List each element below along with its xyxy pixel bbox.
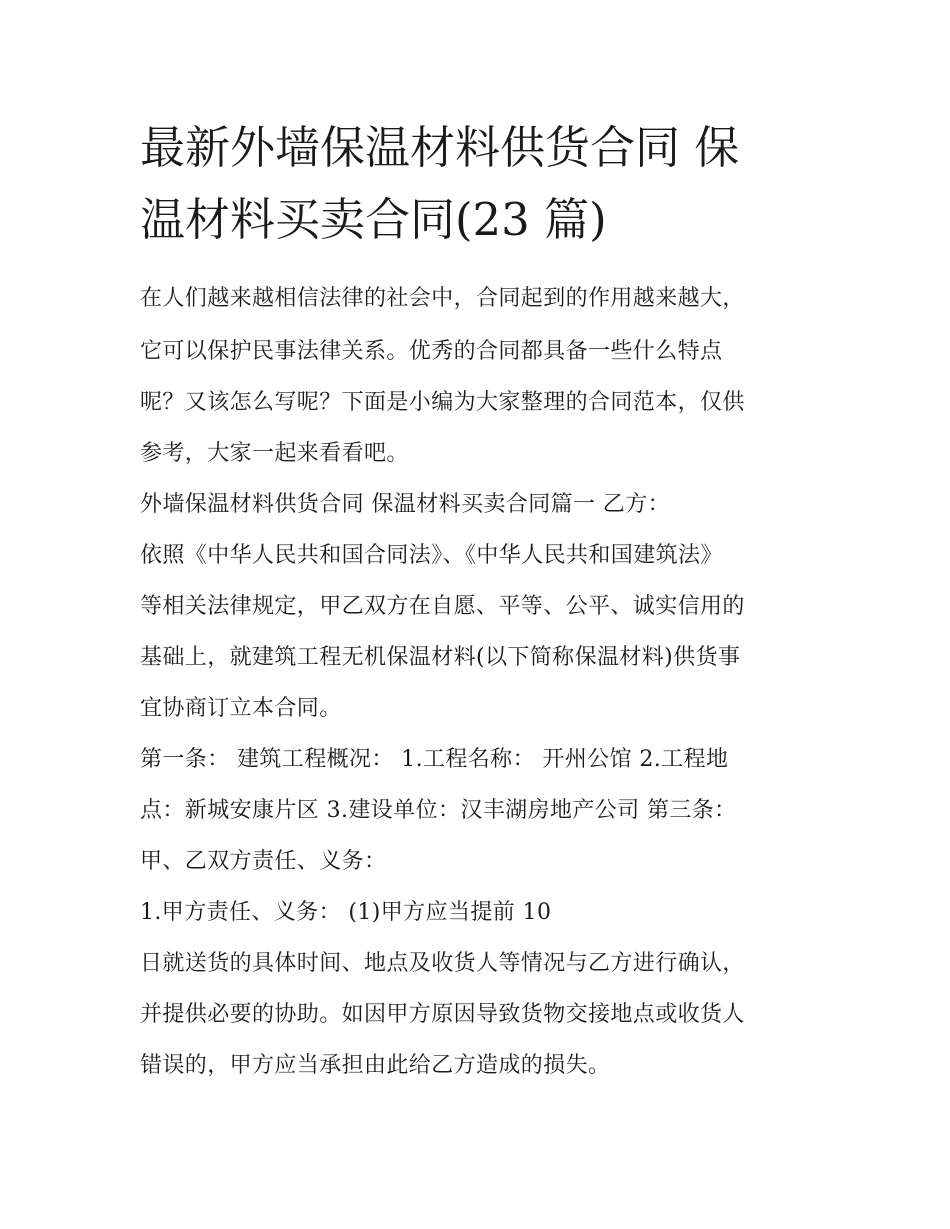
body-text-line: 日就送货的具体时间、地点及收货人等情况与乙方进行确认， (140, 951, 745, 976)
body-text-line: 在人们越来越相信法律的社会中，合同起到的作用越来越大， (140, 286, 745, 311)
body-text-line: 甲、乙双方责任、义务： (140, 849, 387, 874)
body-text-line: 呢？又该怎么写呢？下面是小编为大家整理的合同范本，仅供 (140, 390, 745, 415)
document-title-line-1: 最新外墙保温材料供货合同 保 (140, 121, 740, 174)
body-text-line: 参考，大家一起来看看吧。 (140, 441, 409, 466)
body-text-line: 等相关法律规定，甲乙双方在自愿、平等、公平、诚实信用的 (140, 594, 745, 619)
section-heading-line: 外墙保温材料供货合同 保温材料买卖合同篇一 乙方： (140, 492, 670, 517)
body-text-line: 并提供必要的协助。如因甲方原因导致货物交接地点或收货人 (140, 1002, 745, 1027)
body-text-line: 点：新城安康片区 3.建设单位：汉丰湖房地产公司 第三条： (140, 798, 737, 823)
document-title-line-2: 温材料买卖合同(23 篇) (140, 193, 607, 246)
body-text-line: 依照《中华人民共和国合同法》、《中华人民共和国建筑法》 (140, 543, 723, 568)
document-title (140, 112, 840, 256)
body-text-line: 基础上，就建筑工程无机保温材料(以下简称保温材料)供货事 (140, 645, 741, 670)
body-text-line: 错误的，甲方应当承担由此给乙方造成的损失。 (140, 1053, 611, 1078)
body-text-line: 宜协商订立本合同。 (140, 696, 342, 721)
body-text-line: 第一条： 建筑工程概况： 1.工程名称： 开州公馆 2.工程地 (140, 747, 729, 772)
body-text-line: 1.甲方责任、义务： (1)甲方应当提前 10 (140, 900, 552, 925)
body-text-line: 它可以保护民事法律关系。优秀的合同都具备一些什么特点 (140, 339, 723, 364)
